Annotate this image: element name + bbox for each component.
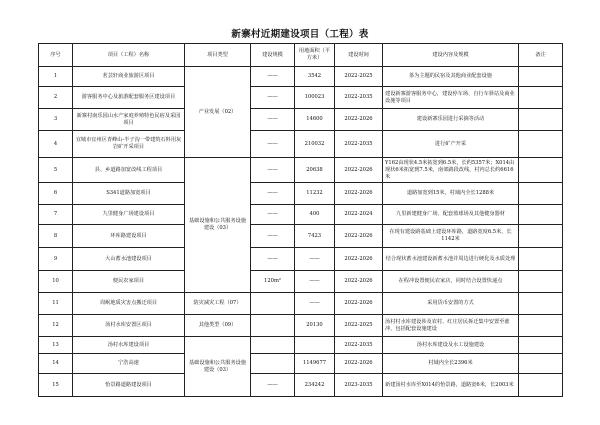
land-area: 20638	[295, 158, 335, 183]
project-type: 其他类型（09）	[185, 315, 251, 337]
row-number: 3	[39, 109, 73, 131]
note	[519, 67, 563, 87]
project-name: 九里健身广场建设项目	[73, 205, 185, 225]
header-cell: 序号	[39, 44, 73, 67]
row-number: 11	[39, 293, 73, 315]
build-content: 汤村水库建设及水工设施建设	[383, 337, 519, 354]
land-area: 11232	[295, 183, 335, 205]
table-row	[39, 374, 563, 397]
build-content: 茶为主题的民宿及其他商业配套设施	[383, 67, 519, 87]
note	[519, 248, 563, 271]
row-number: 12	[39, 315, 73, 337]
build-scale	[251, 315, 295, 337]
table-row	[39, 337, 563, 354]
project-name: 环库路建设项目	[73, 225, 185, 248]
land-area: 210032	[295, 131, 335, 158]
build-time: 2022-2026	[335, 225, 383, 248]
note	[519, 337, 563, 354]
table-header-row	[39, 44, 563, 67]
project-type: 防灾减灾工程（07）	[185, 293, 251, 315]
project-name: 茗芸轩商业旅游区项目	[73, 67, 185, 87]
header-cell: 建设时间	[335, 44, 383, 67]
build-scale	[251, 337, 295, 354]
build-content: Y162由现状4.5米拓宽到6.5米，长约5357米；X014由现状6米拓宽到7.5米，南郊路段改线，村内总长约6616米	[383, 158, 519, 183]
row-number: 9	[39, 248, 73, 271]
build-content: 汤村村水库建设涉及农村、红庄居民拆迁集中安置至涨冲，包括配套设施建设	[383, 315, 519, 337]
build-time: 2022-2026	[335, 183, 383, 205]
table-row	[39, 248, 563, 271]
note	[519, 158, 563, 183]
build-time: 2022-2025	[335, 315, 383, 337]
project-name: 宁浩高速	[73, 354, 185, 374]
build-time: 2022-2026	[335, 354, 383, 374]
note	[519, 354, 563, 374]
project-name: 新寨村南乐园山水产家庭养殖特色民宿及采园项目	[73, 109, 185, 131]
build-scale	[251, 293, 295, 315]
header-cell: 建设规模	[251, 44, 295, 67]
table-row	[39, 131, 563, 158]
build-time: 2022-2035	[335, 337, 383, 354]
build-content: 建设新寨乐园进行采摘等活动	[383, 109, 519, 131]
table-row	[39, 183, 563, 205]
build-content: 道路加宽到15米，村域内全长1288米	[383, 183, 519, 205]
project-name: S341道路加宽项目	[73, 183, 185, 205]
build-content: 采用货币安置的方式	[383, 293, 519, 315]
row-number: 1	[39, 67, 73, 87]
land-area: 234242	[295, 374, 335, 397]
row-number: 10	[39, 271, 73, 293]
note	[519, 131, 563, 158]
table-row	[39, 315, 563, 337]
header-cell: 项目（工程）名称	[73, 44, 185, 67]
build-scale: ——	[251, 87, 295, 109]
row-number: 2	[39, 87, 73, 109]
build-content: 建设新寨游客服务中心，建设停车场、自行车驿站及商业设施等项目	[383, 87, 519, 109]
table-row	[39, 67, 563, 87]
table-row	[39, 205, 563, 225]
land-area: 20130	[295, 315, 335, 337]
build-content: 结合现状蓄水池建设新蓄水池并周边进行硬化及水质处理	[383, 248, 519, 271]
note	[519, 183, 563, 205]
build-scale: ——	[251, 225, 295, 248]
build-time: 2022-2035	[335, 131, 383, 158]
project-name: 游客服务中心及旅游配套服务区建设项目	[73, 87, 185, 109]
land-area: 7423	[295, 225, 335, 248]
build-scale: ——	[251, 205, 295, 225]
table-row	[39, 158, 563, 183]
table-row	[39, 109, 563, 131]
land-area: ——	[295, 293, 335, 315]
row-number: 14	[39, 354, 73, 374]
build-scale: ——	[251, 374, 295, 397]
page-title: 新寨村近期建设项目（工程）表	[231, 29, 369, 40]
build-scale: ——	[251, 158, 295, 183]
build-content: 九里新建健身广场、配套篮球场及其他健身器材	[383, 205, 519, 225]
row-number: 15	[39, 374, 73, 397]
note	[519, 225, 563, 248]
land-area: ——	[295, 271, 335, 293]
build-scale: ——	[251, 183, 295, 205]
project-name: 便民农家项目	[73, 271, 185, 293]
project-name: 大山蓄水池建设项目	[73, 248, 185, 271]
note	[519, 293, 563, 315]
header-cell: 项目类型	[185, 44, 251, 67]
note	[519, 205, 563, 225]
header-cell: 备注	[519, 44, 563, 67]
build-content: 新建汤村水库至X014的怡景路，道路宽6米，长2003米	[383, 374, 519, 397]
project-type: 基础设施和公共服务设施建设（03）	[185, 158, 251, 293]
table-row	[39, 293, 563, 315]
row-number: 4	[39, 131, 73, 158]
build-content: 在程冲设置便民农家店，同时结合设置快递点	[383, 271, 519, 293]
project-name: 周岷地质灾害点搬迁项目	[73, 293, 185, 315]
note	[519, 315, 563, 337]
land-area	[295, 337, 335, 354]
land-area: 1149677	[295, 354, 335, 374]
note	[519, 87, 563, 109]
build-scale: ——	[251, 67, 295, 87]
project-name: 县、乡道路加宽改线工程项目	[73, 158, 185, 183]
project-name: 怡景路道路建设项目	[73, 374, 185, 397]
note	[519, 374, 563, 397]
row-number: 6	[39, 183, 73, 205]
build-scale: ——	[251, 248, 295, 271]
header-cell: 用地面积（平方米）	[295, 44, 335, 67]
land-area: ——	[295, 248, 335, 271]
table-row	[39, 87, 563, 109]
land-area: 14600	[295, 109, 335, 131]
build-time: 2022-2026	[335, 271, 383, 293]
row-number: 13	[39, 337, 73, 354]
build-content: 进行矿产开采	[383, 131, 519, 158]
project-type: 产业发展（02）	[185, 67, 251, 158]
build-time: 2022-2026	[335, 248, 383, 271]
project-table	[38, 43, 563, 397]
build-time: 2022-2026	[335, 293, 383, 315]
land-area: 400	[295, 205, 335, 225]
header-cell: 建设内容及规模	[383, 44, 519, 67]
build-time: 2022-2024	[335, 205, 383, 225]
project-name: 汤村水库安置区项目	[73, 315, 185, 337]
row-number: 5	[39, 158, 73, 183]
project-name: 宜城市宜州区青峰山-半子沟一带建筑石料用灰岩矿开采项目	[73, 131, 185, 158]
build-time: 2022-2035	[335, 87, 383, 109]
build-scale: 120m²	[251, 271, 295, 293]
project-type: 基础设施和公共服务设施建设（03）	[185, 337, 251, 397]
build-scale: ——	[251, 109, 295, 131]
build-time: 2023-2035	[335, 374, 383, 397]
note	[519, 109, 563, 131]
project-name: 汤村水库建设项目	[73, 337, 185, 354]
land-area: 100023	[295, 87, 335, 109]
build-time: 2022-2025	[335, 67, 383, 87]
row-number: 8	[39, 225, 73, 248]
table-row	[39, 354, 563, 374]
land-area: 3542	[295, 67, 335, 87]
build-scale: ——	[251, 131, 295, 158]
build-content: 村域内全长2396米	[383, 354, 519, 374]
build-content: 在现有建设路基础上建设环库路，道路宽度6.5米，长1142米	[383, 225, 519, 248]
build-scale	[251, 354, 295, 374]
build-time: 2022-2026	[335, 158, 383, 183]
row-number: 7	[39, 205, 73, 225]
note	[519, 271, 563, 293]
table-row	[39, 225, 563, 248]
build-time: 2022-2026	[335, 109, 383, 131]
table-row	[39, 271, 563, 293]
